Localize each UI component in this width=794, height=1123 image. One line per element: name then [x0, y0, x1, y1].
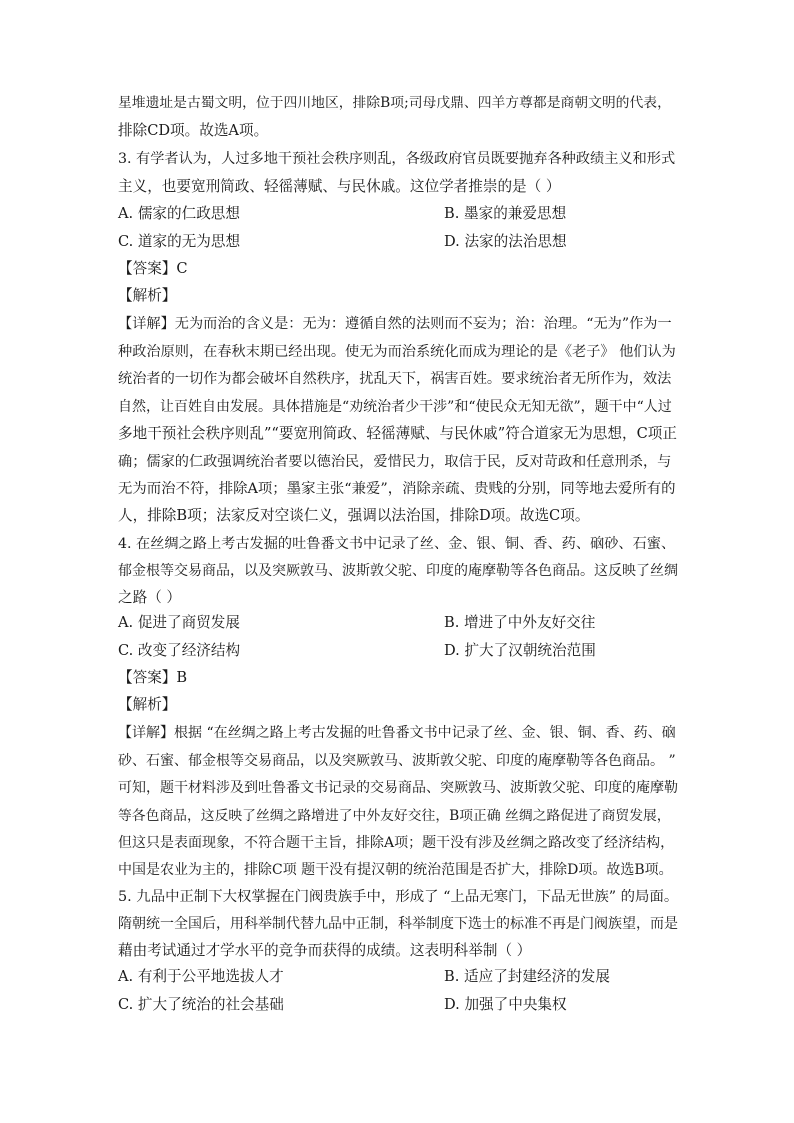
q5-option-a: A. 有利于公平地选拔人才: [118, 968, 284, 985]
q5-stem-line-3: 藉由考试通过才学水平的竞争而获得的成绩。这表明科举制（ ）: [118, 942, 532, 959]
q4-detail-line-3: 可知，题干材料涉及到吐鲁番文书记录的交易商品、突厥敦马、波斯敦父驼、印度的庵摩勒: [118, 780, 678, 796]
q3-answer: 【答案】C: [118, 260, 188, 277]
q3-detail-line-5: 多地干预社会秩序则乱”“要宽刑简政、轻徭薄赋、与民休戚”符合道家无为思想，C项正: [118, 425, 677, 442]
q3-detail-line-2: 种政治原则，在春秋末期已经出现。使无为而治系统化而成为理论的是《老子》 他们认为: [118, 344, 676, 360]
q4-stem-line-1: 4. 在丝绸之路上考古发掘的吐鲁番文书中记录了丝、金、银、铜、香、药、硇砂、石蜜、: [118, 536, 676, 552]
q3-detail-line-6: 确；儒家的仁政强调统治者要以德治民，爱惜民力，取信于民，反对苛政和任意刑杀，与: [118, 454, 672, 470]
q3-detail-line-7: 无为而治不符，排除A项；墨家主张“兼爱”，消除亲疏、贵贱的分别，同等地去爱所有的: [118, 481, 676, 497]
q4-detail-line-2: 砂、石蜜、郁金根等交易商品，以及突厥敦马、波斯敦父驼、印度的庵摩勒等各色商品。 ”: [118, 753, 676, 769]
q4-detail-line-1: 【详解】根据 “在丝绸之路上考古发掘的吐鲁番文书中记录了丝、金、银、铜、香、药、硇: [118, 725, 676, 741]
q3-option-c: C. 道家的无为思想: [118, 233, 241, 250]
q3-detail-line-1: 【详解】无为而治的含义是：无为：遵循自然的法则而不妄为；治：治理。“无为”作为一: [118, 316, 672, 332]
q4-detail-line-5: 但这只是表面现象，不符合题干主旨，排除A项；题干没有涉及丝绸之路改变了经济结构，: [118, 835, 675, 851]
q3-detail-line-4: 自然，让百姓自由发展。具体措施是“劝统治者少干涉”和“使民众无知无欲”，题干中“人过: [118, 399, 672, 415]
q3-option-a: A. 儒家的仁政思想: [118, 205, 240, 222]
q4-option-c: C. 改变了经济结构: [118, 642, 241, 659]
intro-line-2: 排除CD项。故选A项。: [118, 122, 269, 139]
intro-line-1: 星堆遗址是古蜀文明，位于四川地区，排除B项;司母戊鼎、四羊方尊都是商朝文明的代表，: [118, 95, 671, 111]
q3-detail-line-8: 人，排除B项；法家反对空谈仁义，强调以法治国，排除D项。故选C项。: [118, 507, 590, 524]
q4-option-a: A. 促进了商贸发展: [118, 614, 240, 631]
q4-detail-line-4: 等各色商品，这反映了丝绸之路增进了中外友好交往，B项正确 丝绸之路促进了商贸发展，: [118, 808, 671, 824]
q5-stem-line-1: 5. 九品中正制下大权掌握在门阀贵族手中，形成了 “上品无寒门，下品无世族” 的局面。: [118, 889, 679, 905]
q5-option-d: D. 加强了中央集权: [444, 996, 567, 1013]
q4-analysis-label: 【解析】: [118, 696, 177, 713]
q4-stem-line-3: 之路（ ）: [118, 589, 182, 606]
q4-option-d: D. 扩大了汉朝统治范围: [444, 642, 596, 659]
q4-stem-line-2: 郁金根等交易商品，以及突厥敦马、波斯敦父驼、印度的庵摩勒等各色商品。这反映了丝绸: [118, 563, 678, 579]
q3-option-b: B. 墨家的兼爱思想: [444, 205, 567, 222]
q4-detail-line-6: 中国是农业为主的，排除C项 题干没有提汉朝的统治范围是否扩大，排除D项。故选B项。: [118, 862, 673, 878]
q3-analysis-label: 【解析】: [118, 287, 177, 304]
q3-stem-line-2: 主义，也要宽刑简政、轻徭薄赋、与民休戚。这位学者推崇的是（ ）: [118, 178, 561, 195]
q5-stem-line-2: 隋朝统一全国后，用科举制代替九品中正制，科举制度下选士的标准不再是门阀族望，而是: [118, 916, 678, 932]
q5-option-c: C. 扩大了统治的社会基础: [118, 996, 284, 1013]
q4-option-b: B. 增进了中外友好交往: [444, 614, 596, 631]
q3-detail-line-3: 统治者的一切作为都会破坏自然秩序，扰乱天下，祸害百姓。要求统治者无所作为，效法: [118, 371, 672, 387]
q3-option-d: D. 法家的法治思想: [444, 233, 567, 250]
q5-option-b: B. 适应了封建经济的发展: [444, 968, 610, 985]
q4-answer: 【答案】B: [118, 669, 188, 686]
q3-stem-line-1: 3. 有学者认为，人过多地干预社会秩序则乱，各级政府官员既要抛弃各种政绩主义和形式: [118, 151, 676, 167]
